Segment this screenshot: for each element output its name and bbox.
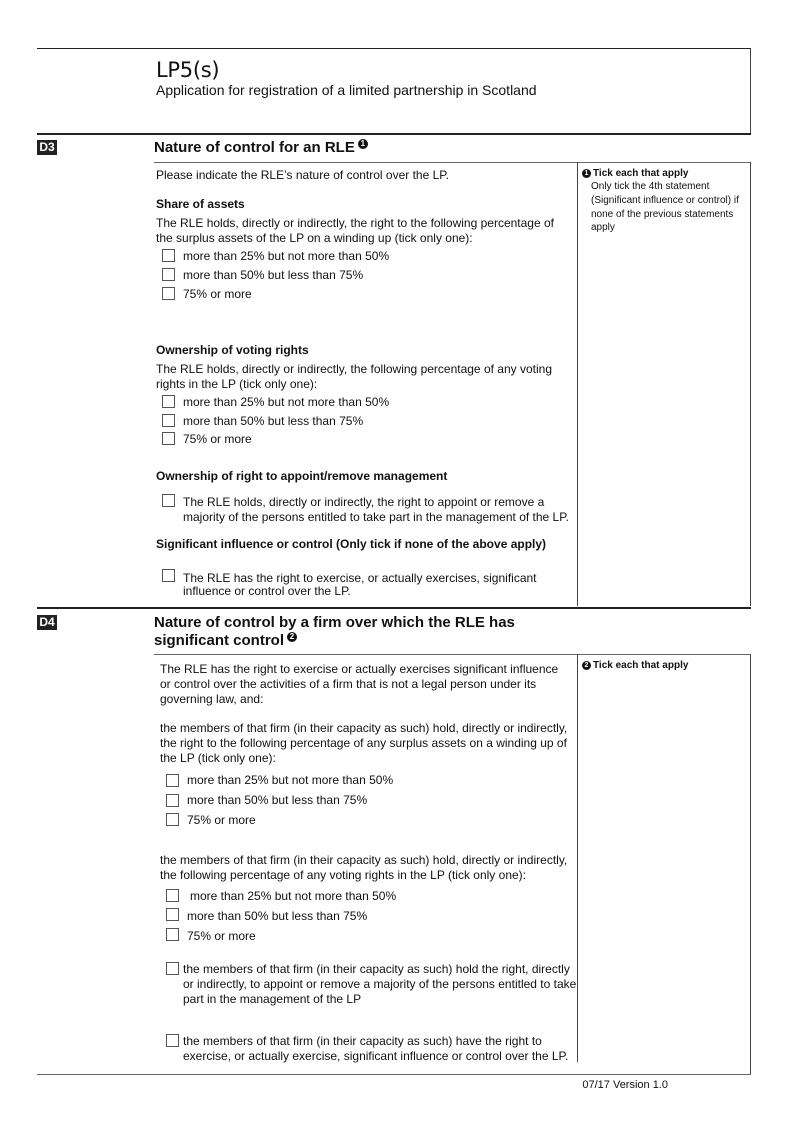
top-rule — [37, 48, 751, 49]
d4-intro-1: The RLE has the right to exercise or actually exercises significant influence — [160, 662, 559, 676]
d3-share-checkbox-1[interactable] — [162, 249, 175, 262]
d3-box-divider — [577, 162, 578, 606]
d4-assets-text-1: the members of that firm (in their capacity as such) hold, directly or indirectly, — [160, 721, 568, 735]
d3-appoint-checkbox[interactable] — [162, 494, 175, 507]
d3-voting-option-2: more than 50% but less than 75% — [183, 414, 364, 428]
d4-heading-text-2: significant control — [154, 632, 285, 649]
d3-intro: Please indicate the RLE’s nature of control over the LP. — [156, 168, 450, 182]
d4-assets-option-3: 75% or more — [187, 813, 256, 827]
d4-assets-checkbox-1[interactable] — [166, 774, 179, 787]
d3-side-note-title-text: Tick each that apply — [593, 168, 689, 179]
d3-voting-text-2: rights in the LP (tick only one): — [156, 377, 318, 391]
d4-voting-option-1: more than 25% but not more than 50% — [190, 889, 397, 903]
d4-voting-text-1: the members of that firm (in their capacity as such) hold, directly or indirectly, — [160, 853, 568, 867]
bottom-rule — [37, 1074, 751, 1075]
d3-voting-checkbox-1[interactable] — [162, 395, 175, 408]
form-title: Application for registration of a limited partnership in Scotland — [156, 82, 537, 98]
d3-share-checkbox-2[interactable] — [162, 268, 175, 281]
d4-voting-checkbox-3[interactable] — [166, 928, 179, 941]
d3-share-text-2: the surplus assets of the LP on a winding up (tick only one): — [156, 231, 473, 245]
d4-box-divider — [577, 654, 578, 1062]
d4-voting-option-3: 75% or more — [187, 929, 256, 943]
d4-intro-3: governing law, and: — [160, 692, 264, 706]
d3-voting-checkbox-3[interactable] — [162, 432, 175, 445]
d3-share-text-1: The RLE holds, directly or indirectly, the right to the following percentage of — [156, 216, 554, 230]
d3-influence-text-1: The RLE has the right to exercise, or actually exercises, significant — [183, 571, 537, 585]
d4-assets-text-2: the right to the following percentage of any surplus assets on a winding up of — [160, 736, 567, 750]
d3-influence-heading: Significant influence or control (Only tick if none of the above apply) — [156, 537, 547, 551]
d3-side-note-line-1: Only tick the 4th statement — [591, 181, 710, 192]
d3-box-right — [750, 162, 751, 606]
d3-side-note-title — [582, 167, 688, 180]
d4-influence-checkbox[interactable] — [166, 1034, 179, 1047]
d3-share-option-2: more than 50% but less than 75% — [183, 268, 364, 282]
d3-heading — [154, 139, 368, 157]
note-2-marker: 2 — [287, 632, 297, 642]
d4-influence-text-1: the members of that firm (in their capacity as such) have the right to — [183, 1034, 542, 1048]
d4-assets-checkbox-3[interactable] — [166, 813, 179, 826]
d4-influence-text-2: exercise, or actually exercise, significant influence or control over the LP. — [183, 1049, 569, 1063]
d4-voting-checkbox-2[interactable] — [166, 908, 179, 921]
note-1-marker: 1 — [358, 139, 368, 149]
note-2-icon: 2 — [582, 661, 591, 670]
d4-section-rule — [37, 607, 751, 609]
d4-heading-line-2 — [154, 632, 297, 650]
d4-heading-line-1: Nature of control by a firm over which the RLE has — [154, 614, 515, 631]
footer-version: 07/17 Version 1.0 — [582, 1079, 668, 1091]
d3-share-heading: Share of assets — [156, 197, 245, 211]
header-right-rule — [750, 48, 751, 134]
d4-assets-option-1: more than 25% but not more than 50% — [187, 773, 394, 787]
d4-voting-text-2: the following percentage of any voting rights in the LP (tick only one): — [160, 868, 526, 882]
d4-voting-option-2: more than 50% but less than 75% — [187, 909, 368, 923]
d3-badge: D3 — [37, 140, 57, 155]
d3-voting-checkbox-2[interactable] — [162, 414, 175, 427]
d3-appoint-text-1: The RLE holds, directly or indirectly, the right to appoint or remove a — [183, 495, 545, 509]
d3-voting-option-1: more than 25% but not more than 50% — [183, 395, 390, 409]
note-1-icon: 1 — [582, 169, 591, 178]
d3-voting-text-1: The RLE holds, directly or indirectly, the following percentage of any voting — [156, 362, 552, 376]
d4-box-right — [750, 654, 751, 1074]
d3-side-note-line-3: none of the previous statements — [591, 209, 734, 220]
d4-side-note-title-text: Tick each that apply — [593, 660, 689, 671]
d4-appoint-checkbox[interactable] — [166, 962, 179, 975]
d3-side-note-line-2: (Significant influence or control) if — [591, 195, 739, 206]
d3-box-top — [154, 162, 751, 163]
d4-intro-2: or control over the activities of a firm that is not a legal person under its — [160, 677, 537, 691]
d3-voting-option-3: 75% or more — [183, 432, 252, 446]
d3-share-option-3: 75% or more — [183, 287, 252, 301]
d4-appoint-text-3: part in the management of the LP — [183, 992, 362, 1006]
form-code: LP5(s) — [156, 58, 220, 82]
d3-share-option-1: more than 25% but not more than 50% — [183, 249, 390, 263]
d4-assets-text-3: the LP (tick only one): — [160, 751, 276, 765]
d3-appoint-text-2: majority of the persons entitled to take part in the management of the LP. — [183, 510, 570, 524]
d3-voting-heading: Ownership of voting rights — [156, 343, 309, 357]
d3-share-checkbox-3[interactable] — [162, 287, 175, 300]
d4-badge: D4 — [37, 615, 57, 630]
d4-appoint-text-2: or indirectly, to appoint or remove a majority of the persons entitled to take — [183, 977, 577, 991]
d4-assets-checkbox-2[interactable] — [166, 794, 179, 807]
d3-heading-text: Nature of control for an RLE — [154, 139, 355, 156]
d4-box-top — [154, 654, 751, 655]
d4-side-note-title — [582, 659, 688, 672]
d3-side-note-line-4: apply — [591, 222, 615, 233]
d4-appoint-text-1: the members of that firm (in their capacity as such) hold the right, directly — [183, 962, 570, 976]
d3-section-rule — [37, 133, 751, 135]
d4-assets-option-2: more than 50% but less than 75% — [187, 793, 368, 807]
d3-influence-checkbox[interactable] — [162, 569, 175, 582]
d3-appoint-heading: Ownership of right to appoint/remove management — [156, 469, 448, 483]
d3-influence-text-2: influence or control over the LP. — [183, 584, 351, 598]
d4-voting-checkbox-1[interactable] — [166, 889, 179, 902]
